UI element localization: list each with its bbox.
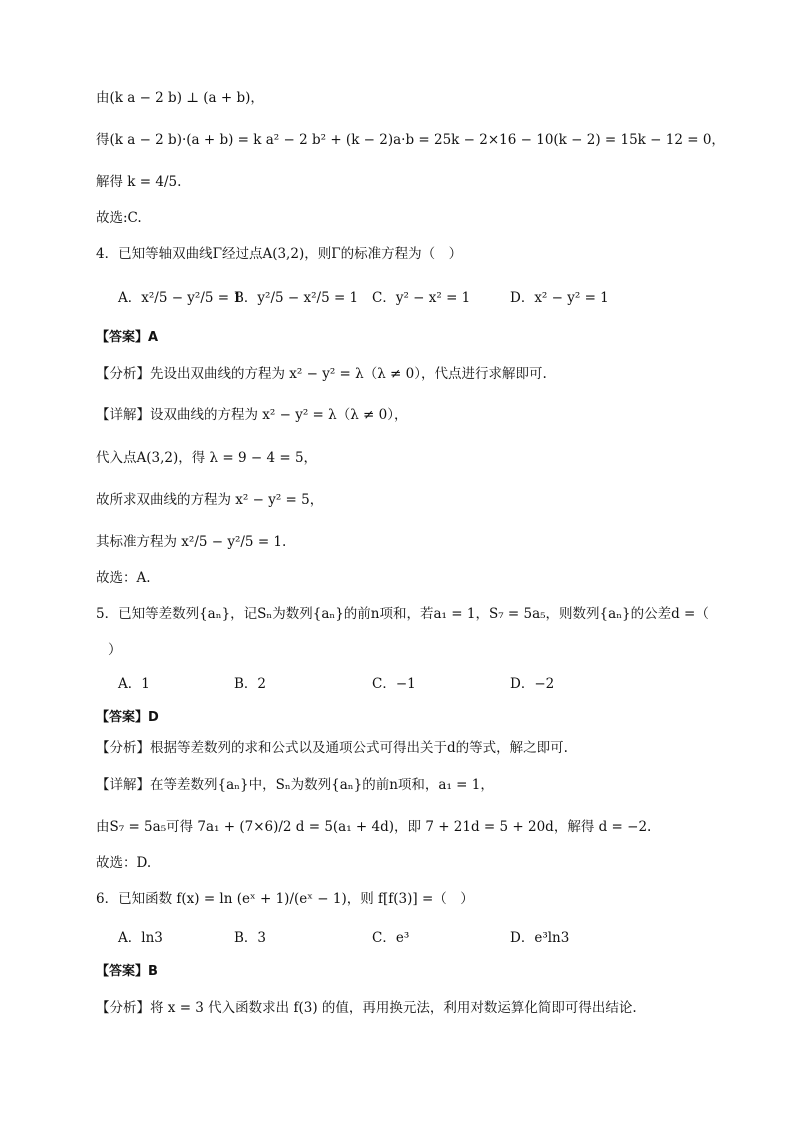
solution-text: 【详解】设双曲线的方程为 x² − y² = λ（λ ≠ 0）， xyxy=(96,407,408,423)
option-d: D．e³ln3 xyxy=(510,930,570,946)
option-b: B．y²/5 − x²/5 = 1 xyxy=(234,290,359,306)
question-6: 6．已知函数 f(x) = ln (eˣ + 1)/(eˣ − 1)，则 f[f(3)] =（ ） xyxy=(96,891,474,907)
option-b: B．3 xyxy=(234,930,267,946)
text-line: 故选:C. xyxy=(96,210,142,226)
option-a: A．ln3 xyxy=(118,930,163,946)
text-line: ） xyxy=(108,642,122,658)
text-line: 故所求双曲线的方程为 x² − y² = 5， xyxy=(96,492,324,508)
option-c: C．e³ xyxy=(372,930,410,946)
option-d: D．x² − y² = 1 xyxy=(510,290,609,306)
answer-label: 【答案】B xyxy=(96,964,158,979)
option-b: B．2 xyxy=(234,676,267,692)
analysis-text: 【分析】先设出双曲线的方程为 x² − y² = λ（λ ≠ 0），代点进行求解即可. xyxy=(96,366,547,382)
option-a: A．1 xyxy=(118,676,150,692)
question-5: 5．已知等差数列{aₙ}，记Sₙ为数列{aₙ}的前n项和，若a₁ = 1，S₇ = 5a₅，则数列{aₙ}的公差d =（ xyxy=(96,606,709,622)
analysis-text: 【分析】根据等差数列的求和公式以及通项公式可得出关于d的等式，解之即可. xyxy=(96,740,568,756)
answer-label: 【答案】A xyxy=(96,330,159,345)
text-line: 故选：D. xyxy=(96,855,152,871)
question-4: 4．已知等轴双曲线Γ经过点A(3,2)，则Γ的标准方程为（ ） xyxy=(96,246,463,262)
option-a: A．x²/5 − y²/5 = 1 xyxy=(118,290,242,306)
solution-text: 【详解】在等差数列{aₙ}中，Sₙ为数列{aₙ}的前n项和，a₁ = 1， xyxy=(96,777,494,793)
text-line: 得(k a − 2 b)·(a + b) = k a² − 2 b² + (k − 2)a·b = 25k − 2×16 − 10(k − 2) = 15k − 12 = 0， xyxy=(96,132,725,148)
text-line: 由S₇ = 5a₅可得 7a₁ + (7×6)/2 d = 5(a₁ + 4d)，即 7 + 21d = 5 + 20d，解得 d = −2. xyxy=(96,819,652,835)
option-c: C．y² − x² = 1 xyxy=(372,290,471,306)
option-c: C．−1 xyxy=(372,676,416,692)
answer-label: 【答案】D xyxy=(96,710,159,725)
text-line: 由(k a − 2 b) ⊥ (a + b)， xyxy=(96,90,264,106)
text-line: 其标准方程为 x²/5 − y²/5 = 1. xyxy=(96,534,287,550)
text-line: 代入点A(3,2)，得 λ = 9 − 4 = 5， xyxy=(96,450,318,466)
text-line: 解得 k = 4/5. xyxy=(96,174,182,190)
text-line: 故选：A. xyxy=(96,570,151,586)
analysis-text: 【分析】将 x = 3 代入函数求出 f(3) 的值，再用换元法，利用对数运算化简即可得出结论. xyxy=(96,1000,637,1016)
option-d: D．−2 xyxy=(510,676,555,692)
